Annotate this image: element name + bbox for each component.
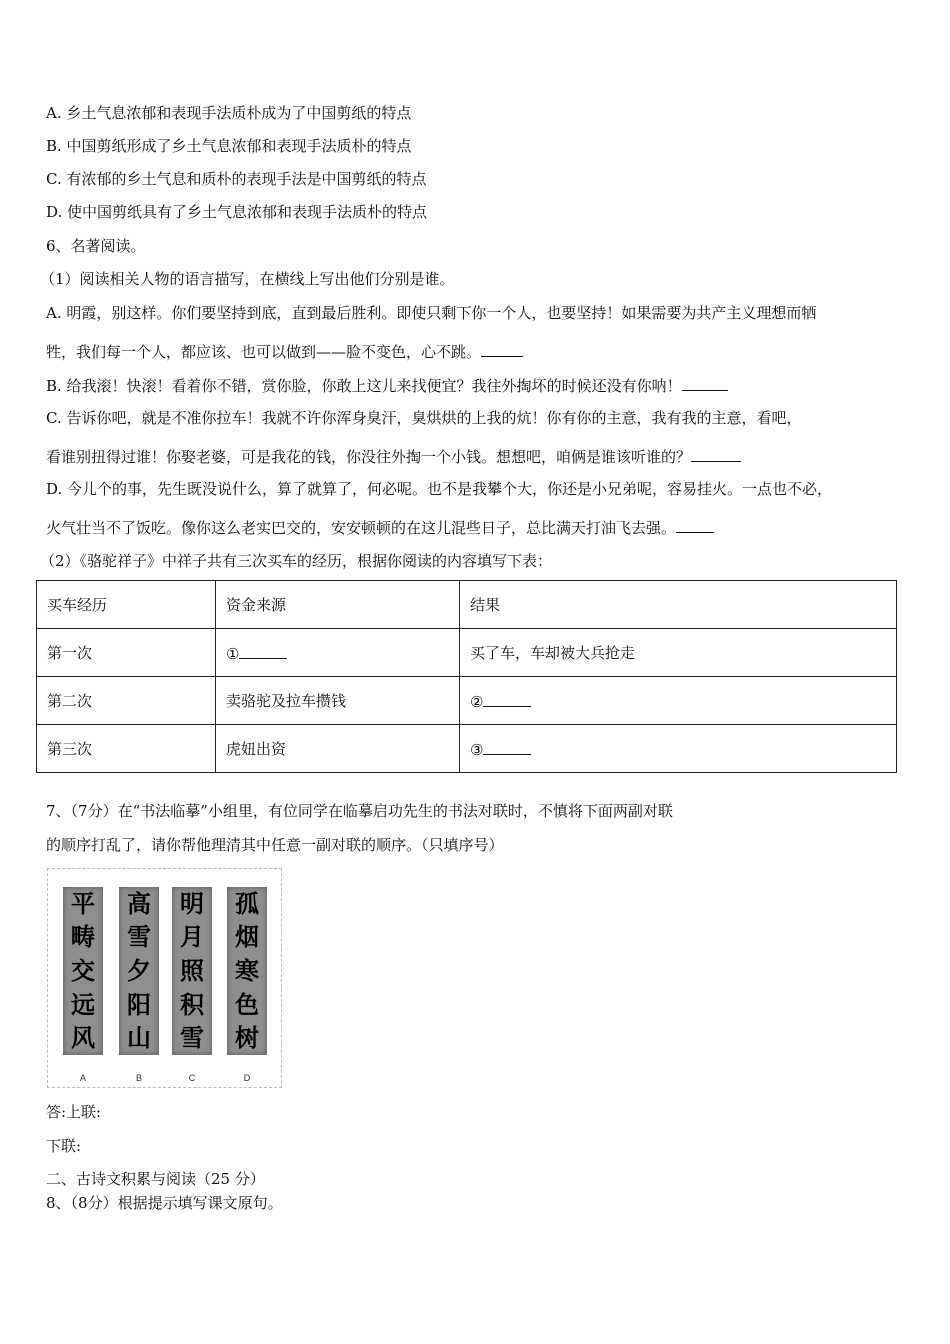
- scroll-char: 照: [180, 955, 204, 985]
- table-cell: 虎妞出资: [216, 725, 460, 773]
- scroll-char: 烟: [235, 922, 259, 952]
- scroll-char: 风: [71, 1023, 95, 1053]
- quote-a-text: 牲，我们每一个人，都应该、也可以做到——脸不变色，心不跳。: [46, 343, 482, 361]
- fill-marker: ②: [470, 692, 484, 711]
- scroll-char: 雪: [180, 1023, 204, 1053]
- quote-a-line1: A. 明霞，别这样。你们要坚持到底，直到最后胜利。即使只剩下你一个人，也要坚持！如果需要为共产主义理想而牺: [46, 304, 817, 322]
- scroll-char: 月: [180, 922, 204, 952]
- quote-b-text: B. 给我滚！快滚！看着你不错，赏你脸，你敢上这儿来找便宜？我往外掏坏的时候还没有你呐！: [46, 377, 682, 395]
- scroll-label-a: A: [79, 1073, 86, 1083]
- answer-lower-couplet: 下联:: [46, 1137, 82, 1155]
- table-header-cell: 资金来源: [216, 581, 460, 629]
- scroll-char: 明: [180, 888, 204, 918]
- option-a: A. 乡土气息浓郁和表现手法质朴成为了中国剪纸的特点: [46, 104, 412, 122]
- table-cell: [460, 725, 897, 773]
- option-c: C. 有浓郁的乡土气息和质朴的表现手法是中国剪纸的特点: [46, 170, 427, 188]
- option-d: D. 使中国剪纸具有了乡土气息浓郁和表现手法质朴的特点: [46, 203, 428, 221]
- scroll-label-b: B: [135, 1073, 142, 1083]
- table-cell: 买了车，车却被大兵抢走: [460, 629, 897, 677]
- fill-marker: ①: [226, 644, 240, 663]
- quote-c-line2: [46, 446, 741, 467]
- table-header-row: [37, 581, 897, 629]
- scroll-char: 孤: [235, 888, 259, 918]
- scroll-char: 远: [71, 989, 95, 1019]
- table-header-cell: 结果: [460, 581, 897, 629]
- answer-blank-b[interactable]: [682, 375, 728, 391]
- question-7-line1: 7、（7分）在“书法临摹”小组里，有位同学在临摹启功先生的书法对联时，不慎将下面两副对联: [46, 802, 673, 820]
- calligraphy-scroll-a: [63, 887, 103, 1055]
- quote-d-line1: D. 今儿个的事，先生既没说什么，算了就算了，何必呢。也不是我攀个大，你还是小兄弟呢，容易挂火。一点也不必，: [46, 480, 833, 498]
- table-blank-3[interactable]: [483, 739, 531, 755]
- calligraphy-scroll-b: [119, 887, 159, 1055]
- scroll-char: 阳: [127, 989, 151, 1019]
- question-7-line2: 的顺序打乱了，请你帮他理清其中任意一副对联的顺序。（只填序号）: [46, 836, 504, 854]
- table-cell: 第二次: [37, 677, 216, 725]
- scroll-label-c: C: [188, 1073, 196, 1083]
- scroll-char: 高: [127, 888, 151, 918]
- quote-a-line2: [46, 341, 523, 362]
- table-header-cell: 买车经历: [37, 581, 216, 629]
- table-cell: [460, 677, 897, 725]
- question-6-part2: （2）《骆驼祥子》中祥子共有三次买车的经历，根据你阅读的内容填写下表：: [40, 552, 553, 570]
- question-6-part1: （1）阅读相关人物的语言描写，在横线上写出他们分别是谁。: [40, 270, 455, 288]
- fill-marker: ③: [470, 740, 484, 759]
- table-blank-1[interactable]: [239, 643, 287, 659]
- scroll-char: 山: [127, 1023, 151, 1053]
- section-2-heading: 二、古诗文积累与阅读（25 分）: [46, 1170, 265, 1188]
- table-cell: [216, 629, 460, 677]
- quote-d-line2: [46, 517, 714, 538]
- answer-blank-a[interactable]: [481, 341, 523, 357]
- scroll-char: 畴: [71, 922, 95, 952]
- scroll-char: 夕: [127, 955, 151, 985]
- table-row: [37, 677, 897, 725]
- scroll-char: 雪: [127, 922, 151, 952]
- table-row: [37, 629, 897, 677]
- calligraphy-scroll-d: [227, 887, 267, 1055]
- car-purchase-table: [36, 580, 897, 773]
- question-8: 8、（8分）根据提示填写课文原句。: [46, 1194, 283, 1212]
- table-cell: 卖骆驼及拉车攒钱: [216, 677, 460, 725]
- scroll-char: 色: [235, 989, 259, 1019]
- scroll-char: 积: [180, 989, 204, 1019]
- answer-upper-couplet: 答:上联:: [46, 1103, 102, 1121]
- answer-blank-d[interactable]: [676, 517, 714, 533]
- question-6-title: 6、名著阅读。: [46, 237, 146, 255]
- scroll-char: 平: [71, 888, 95, 918]
- answer-blank-c[interactable]: [691, 446, 741, 462]
- table-blank-2[interactable]: [483, 691, 531, 707]
- table-row: [37, 725, 897, 773]
- scroll-char: 树: [235, 1023, 259, 1053]
- calligraphy-couplet-figure: [47, 868, 282, 1088]
- quote-b-line1: [46, 375, 728, 396]
- scroll-char: 交: [71, 955, 95, 985]
- table-cell: 第三次: [37, 725, 216, 773]
- scroll-label-d: D: [243, 1073, 251, 1083]
- quote-c-line1: C. 告诉你吧，就是不准你拉车！我就不许你浑身臭汗，臭烘烘的上我的炕！你有你的主意，我有我的主意，看吧，: [46, 409, 802, 427]
- option-b: B. 中国剪纸形成了乡土气息浓郁和表现手法质朴的特点: [46, 137, 412, 155]
- table-cell: 第一次: [37, 629, 216, 677]
- calligraphy-scroll-c: [172, 887, 212, 1055]
- quote-d-text: 火气壮当不了饭吃。像你这么老实巴交的，安安顿顿的在这儿混些日子，总比满天打油飞去强。: [46, 519, 677, 537]
- quote-c-text: 看谁别扭得过谁！你娶老婆，可是我花的钱，你没往外掏一个小钱。想想吧，咱俩是谁该听谁的？: [46, 448, 692, 466]
- scroll-char: 寒: [235, 955, 259, 985]
